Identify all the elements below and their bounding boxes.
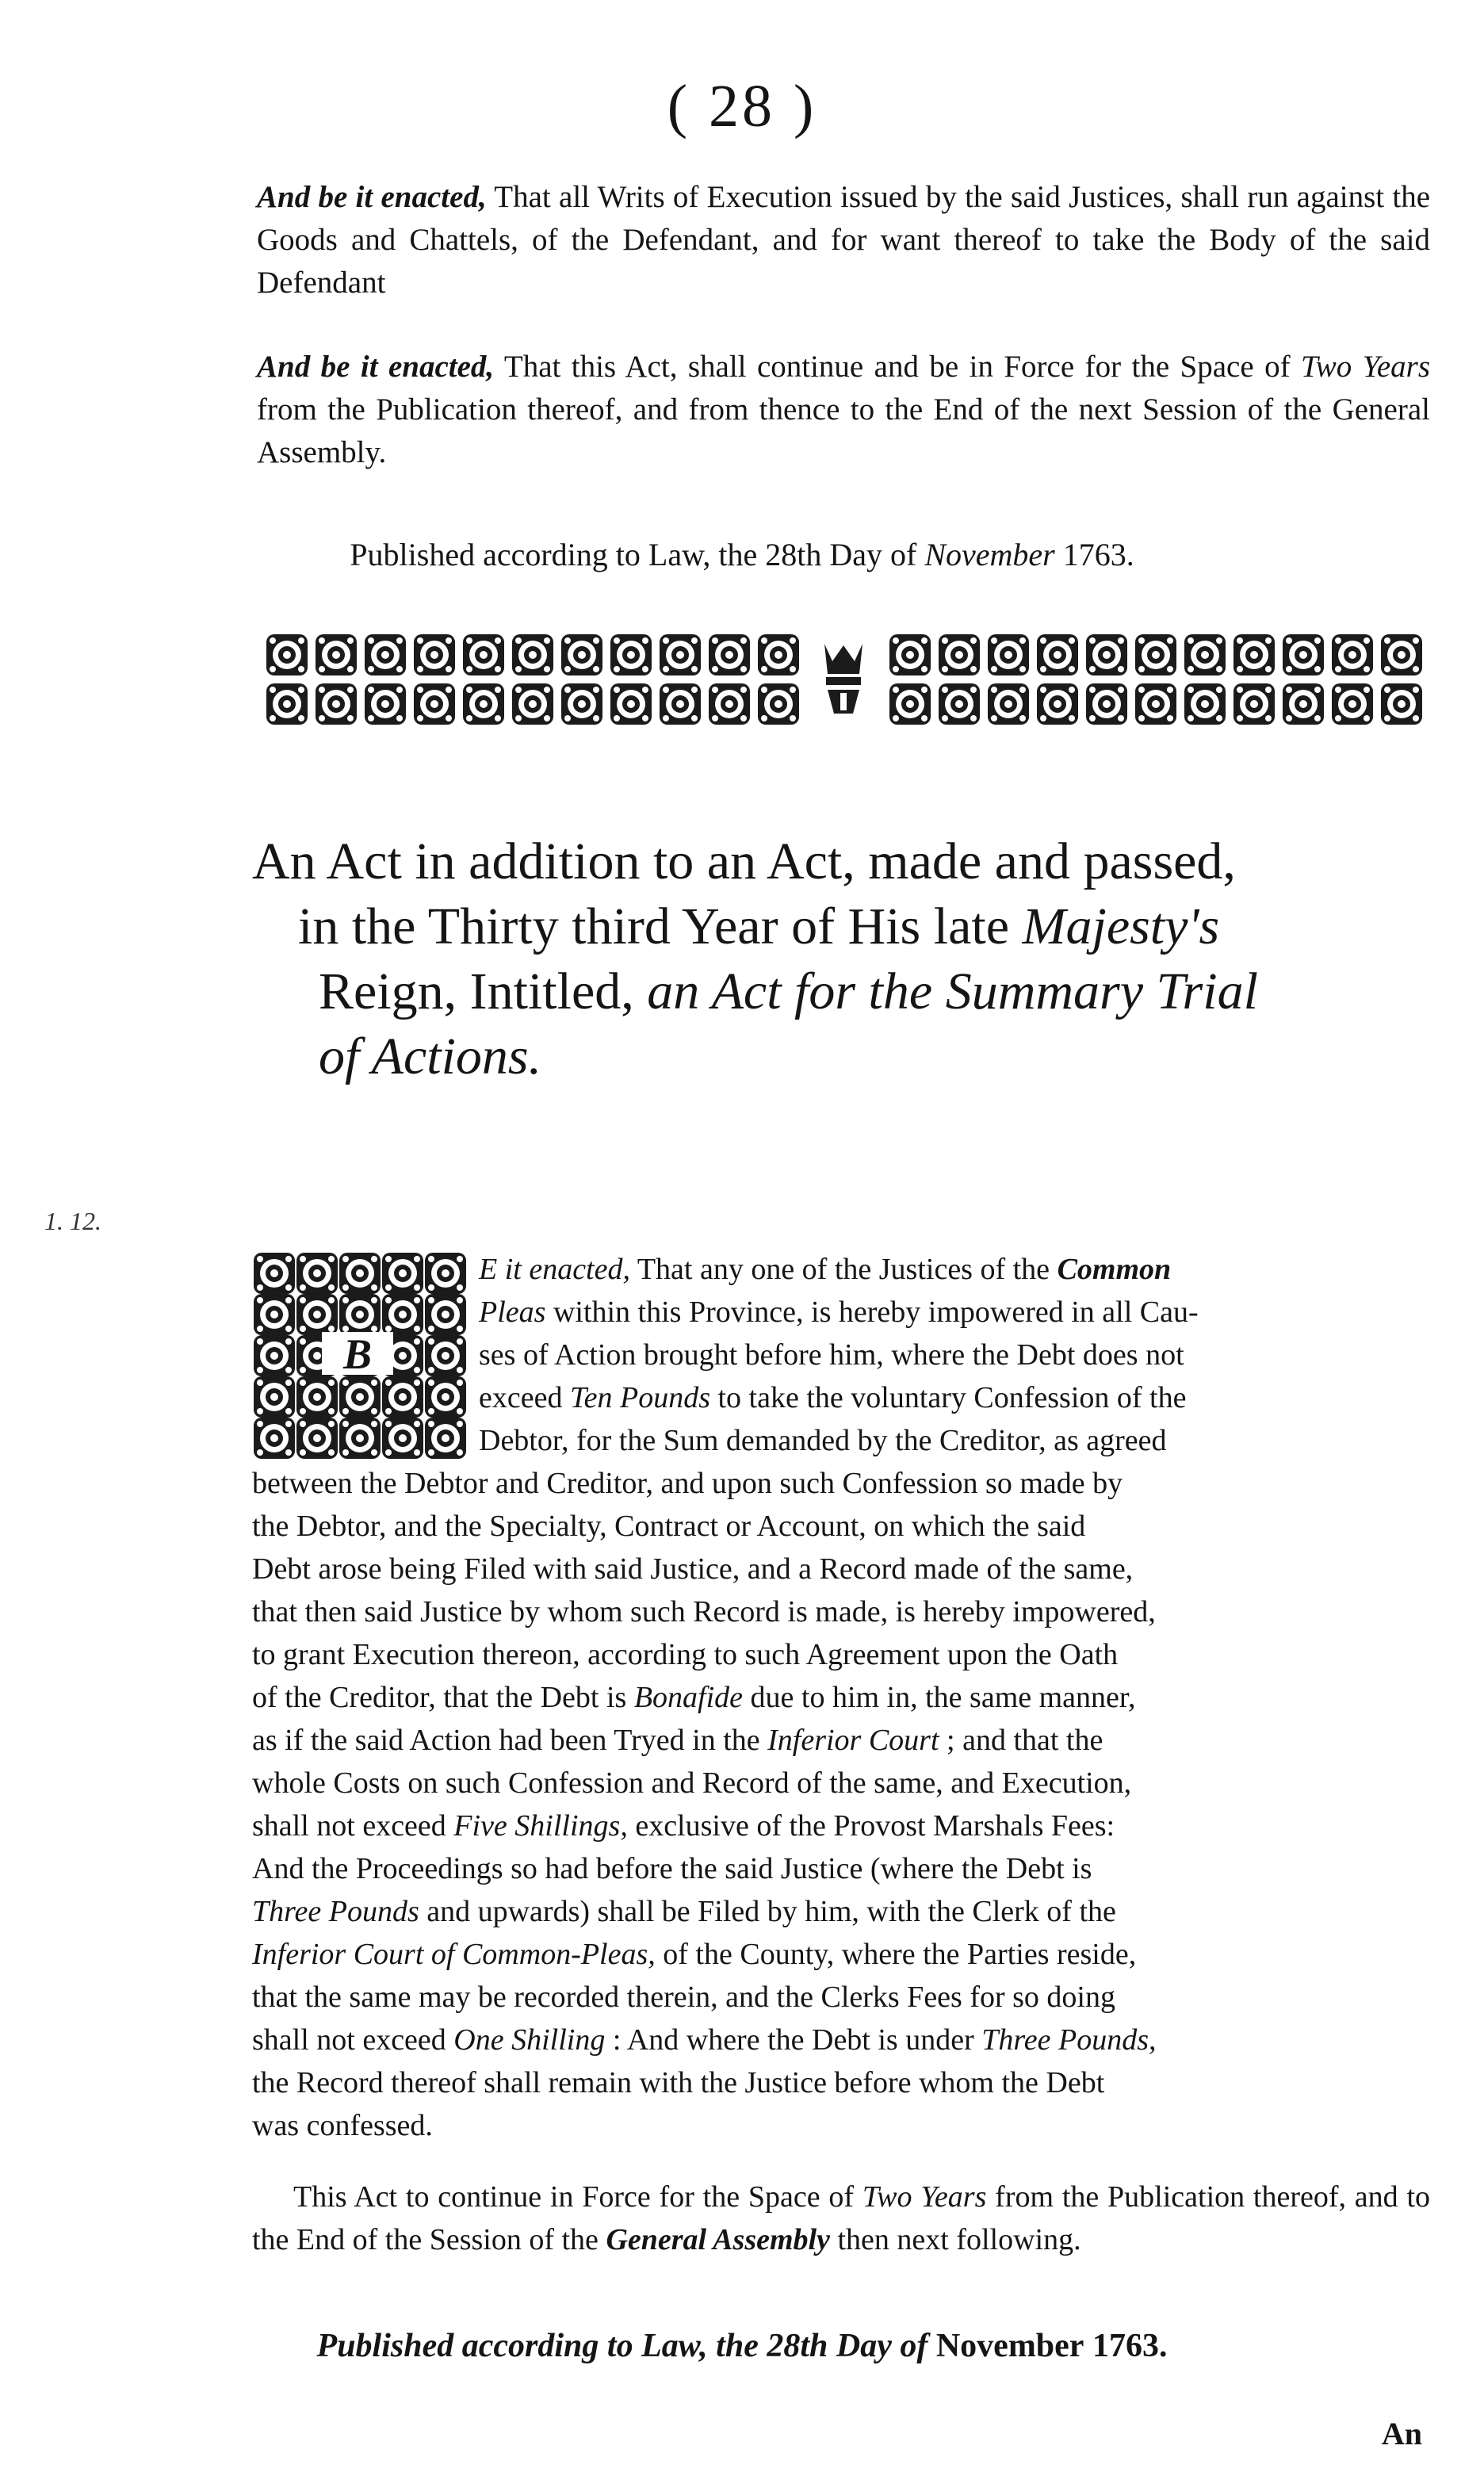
section-3-text-a: This Act to continue in Force for the Space of: [293, 2180, 855, 2214]
catchword: An: [1381, 2416, 1422, 2451]
ornament-flower: [1233, 683, 1275, 725]
body-line-4: exceed Ten Pounds to take the voluntary Confession of the: [479, 1381, 1187, 1414]
act-title-line-2-wrap: [252, 894, 1441, 959]
act-title-majesty: Majesty's: [1022, 897, 1220, 955]
act-body: [252, 1248, 1430, 2147]
section-3-assembly: General Assembly: [606, 2223, 830, 2256]
act-title-line-1: An Act in addition to an Act, made and passed,: [252, 832, 1236, 890]
publication-1-month: November: [924, 537, 1055, 572]
ornament-flower: [1184, 634, 1226, 675]
body-line-5: Debtor, for the Sum demanded by the Creditor, as agreed: [479, 1424, 1167, 1457]
body-line-7: the Debtor, and the Specialty, Contract or Account, on which the said: [252, 1510, 1086, 1543]
act-title-line-3: Reign, Intitled,: [319, 963, 634, 1020]
ornament-flower: [512, 683, 553, 725]
ornament-flower: [1332, 634, 1373, 675]
ornament-flower: [1086, 683, 1127, 725]
ornament-flower: [561, 634, 602, 675]
ornament-flower: [660, 683, 701, 725]
section-2-term: Two Years: [1301, 350, 1431, 384]
body-line-2: Pleas within this Province, is hereby impowered in all Cau-: [479, 1295, 1199, 1329]
body-line-20: the Record thereof shall remain with the Justice before whom the Debt: [252, 2066, 1105, 2099]
ornament-flower: [988, 683, 1029, 725]
ornament-flower: [316, 634, 357, 675]
ornamental-border: [260, 628, 1427, 729]
section-3-paragraph: [252, 2176, 1430, 2261]
ornament-flower: [889, 634, 931, 675]
body-line-9: that then said Justice by whom such Record is made, is hereby impowered,: [252, 1595, 1156, 1628]
section-1-enact-phrase: And be it enacted,: [257, 180, 487, 214]
ornament-flower: [758, 634, 799, 675]
margin-note: 1. 12.: [44, 1207, 101, 1235]
act-title-italic-a: an Act for the Summary Trial: [647, 963, 1258, 1020]
crown-emblem: [824, 644, 862, 714]
section-3-text-b: from the Publication thereof, and to the End of the Session of the: [252, 2180, 1431, 2256]
section-2-enact-phrase: And be it enacted,: [257, 350, 495, 384]
ornament-flower: [1283, 683, 1324, 725]
section-2-text-a: That this Act, shall continue and be in Force for the Space of: [503, 350, 1291, 384]
ornament-flower: [414, 634, 455, 675]
section-2-paragraph: [257, 346, 1430, 474]
section-3-term: Two Years: [862, 2180, 987, 2214]
ornament-flower: [1184, 683, 1226, 725]
page-number: ( 28 ): [667, 73, 817, 140]
ornament-flower: [1381, 634, 1422, 675]
section-3-text-c: then next following.: [837, 2223, 1081, 2256]
body-line-1: E it enacted, That any one of the Justices of the Common: [479, 1253, 1172, 1286]
ornament-flower: [1233, 634, 1275, 675]
ornament-flower: [561, 683, 602, 725]
ornament-flower: [758, 683, 799, 725]
body-line-14: shall not exceed Five Shillings, exclusive of the Provost Marshals Fees:: [252, 1809, 1115, 1843]
ornament-flower: [889, 683, 931, 725]
body-line-16: Three Pounds and upwards) shall be Filed by him, with the Clerk of the: [252, 1895, 1116, 1928]
ornament-flower: [939, 634, 980, 675]
act-title-line-2: in the Thirty third Year of His late: [298, 897, 1009, 955]
ornament-flower: [365, 634, 406, 675]
ornament-flower: [266, 683, 308, 725]
body-line-6: between the Debtor and Creditor, and upon such Confession so made by: [252, 1467, 1123, 1500]
publication-2-month: November: [935, 2328, 1084, 2364]
ornament-flower: [709, 634, 750, 675]
ornament-flower: [610, 634, 652, 675]
body-line-3: ses of Action brought before him, where the Debt does not: [479, 1338, 1184, 1372]
publication-1-year: 1763.: [1062, 537, 1134, 572]
publication-line-2: [0, 2329, 1484, 2363]
ornament-flower: [1086, 634, 1127, 675]
publication-2-year: 1763.: [1092, 2328, 1168, 2364]
body-line-18: that the same may be recorded therein, and the Clerks Fees for so doing: [252, 1981, 1115, 2014]
publication-line-1: [0, 539, 1484, 571]
ornament-flower: [463, 683, 504, 725]
ornament-flower: [1037, 683, 1078, 725]
ornament-flower: [1332, 683, 1373, 725]
body-line-19: shall not exceed One Shilling : And where the Debt is under Three Pounds,: [252, 2023, 1157, 2057]
section-2-text-b: from the Publication thereof, and from thence to the End of the next Session of the General Assembly.: [257, 392, 1430, 469]
body-line-12: as if the said Action had been Tryed in the Inferior Court ; and that the: [252, 1724, 1103, 1757]
ornament-flower: [1135, 634, 1176, 675]
body-line-8: Debt arose being Filed with said Justice, and a Record made of the same,: [252, 1552, 1134, 1586]
ornament-flower: [414, 683, 455, 725]
initial-letter: B: [342, 1330, 373, 1378]
ornament-flower: [463, 634, 504, 675]
ornament-flower: [939, 683, 980, 725]
body-line-15: And the Proceedings so had before the said Justice (where the Debt is: [252, 1852, 1092, 1885]
ornament-flower: [660, 634, 701, 675]
ornament-flower: [610, 683, 652, 725]
ornament-flower: [1037, 634, 1078, 675]
ornament-flower: [365, 683, 406, 725]
body-line-21: was confessed.: [252, 2109, 433, 2142]
act-title-italic-b: of Actions.: [319, 1028, 542, 1085]
ornament-flower: [1283, 634, 1324, 675]
publication-1-text: Published according to Law, the 28th Day of: [350, 537, 917, 572]
section-1-paragraph: [257, 176, 1430, 304]
act-title-line-3-wrap: [252, 959, 1441, 1024]
ornament-flower: [512, 634, 553, 675]
body-line-13: whole Costs on such Confession and Record of the same, and Execution,: [252, 1766, 1132, 1800]
ornament-flower: [316, 683, 357, 725]
body-line-11: of the Creditor, that the Debt is Bonafide due to him in, the same manner,: [252, 1681, 1136, 1714]
ornament-flower: [1135, 683, 1176, 725]
publication-2-text: Published according to Law, the 28th Day of: [316, 2328, 928, 2364]
ornament-flower: [266, 634, 308, 675]
ornament-flower: [1381, 683, 1422, 725]
body-line-10: to grant Execution thereon, according to such Agreement upon the Oath: [252, 1638, 1119, 1671]
ornament-flower: [988, 634, 1029, 675]
act-title: [252, 829, 1441, 1089]
ornament-flower: [709, 683, 750, 725]
section-1-text: That all Writs of Execution issued by the said Justices, shall run against the Goods and Chattels, of the Defendant, and for want thereof to take the Body of the said Defendant: [257, 180, 1431, 300]
body-line-17: Inferior Court of Common-Pleas, of the County, where the Parties reside,: [252, 1938, 1137, 1971]
